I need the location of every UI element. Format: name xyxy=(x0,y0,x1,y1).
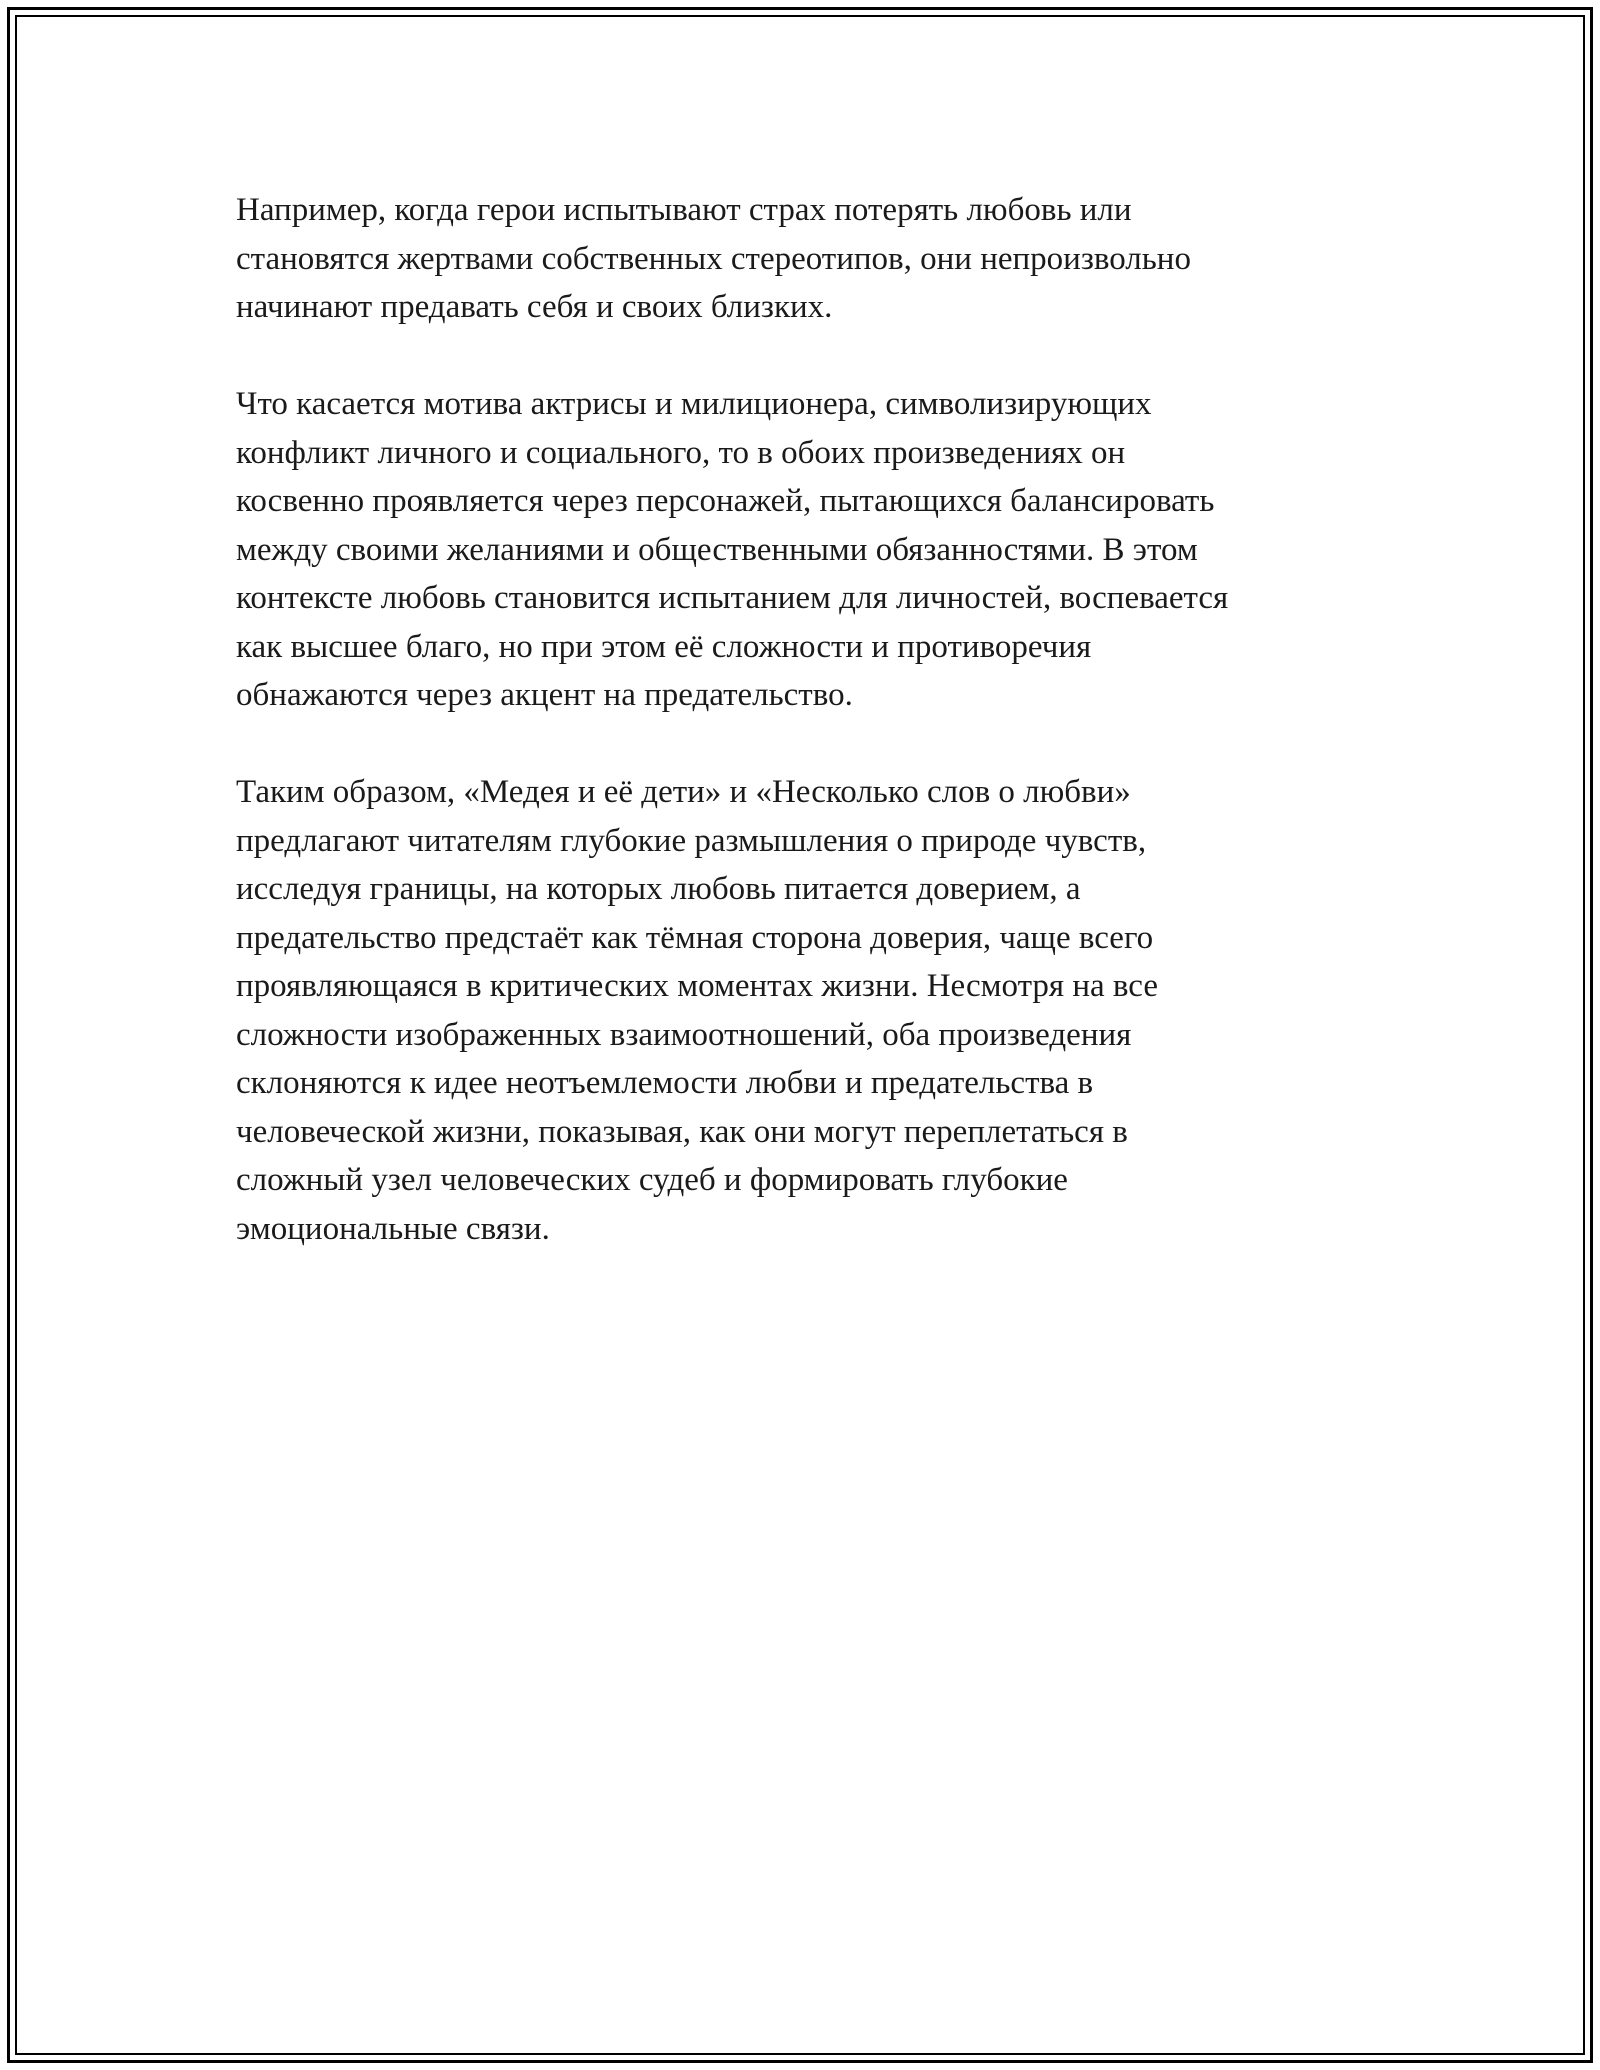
text-line: конфликт личного и социального, то в обоих произведениях он xyxy=(236,434,1126,471)
text-line: предлагают читателям глубокие размышления о природе чувств, xyxy=(236,822,1147,859)
text-line: между своими желаниями и общественными обязанностями. В этом xyxy=(236,531,1198,568)
document-body xyxy=(236,186,1386,1302)
text-line: Таким образом, «Медея и её дети» и «Несколько слов о любви» xyxy=(236,774,1131,810)
text-line: эмоциональные связи. xyxy=(236,1210,550,1247)
text-line: контексте любовь становится испытанием для личностей, воспевается xyxy=(236,580,1229,616)
text-line: косвенно проявляется через персонажей, пытающихся балансировать xyxy=(236,483,1215,519)
text-line: Например, когда герои испытывают страх потерять любовь или xyxy=(236,192,1132,228)
paragraph-3 xyxy=(236,768,1386,1253)
paragraph-1 xyxy=(236,186,1386,332)
text-line: проявляющаяся в критических моментах жизни. Несмотря на все xyxy=(236,968,1159,1004)
text-line: сложности изображенных взаимоотношений, оба произведения xyxy=(236,1016,1132,1053)
text-line: обнажаются через акцент на предательство. xyxy=(236,677,853,713)
text-line: предательство предстаёт как тёмная сторона доверия, чаще всего xyxy=(236,919,1154,956)
text-line: исследуя границы, на которых любовь питается доверием, а xyxy=(236,871,1081,907)
text-line: начинают предавать себя и своих близких. xyxy=(236,289,833,325)
paragraph-2 xyxy=(236,380,1386,720)
text-line: склоняются к идее неотъемлемости любви и предательства в xyxy=(236,1065,1094,1101)
text-line: сложный узел человеческих судеб и формировать глубокие xyxy=(236,1162,1068,1198)
text-line: человеческой жизни, показывая, как они могут переплетаться в xyxy=(236,1113,1128,1150)
text-line: как высшее благо, но при этом её сложности и противоречия xyxy=(236,628,1092,665)
text-line: Что касается мотива актрисы и милиционера, символизирующих xyxy=(236,386,1152,422)
text-line: становятся жертвами собственных стереотипов, они непроизвольно xyxy=(236,240,1191,277)
